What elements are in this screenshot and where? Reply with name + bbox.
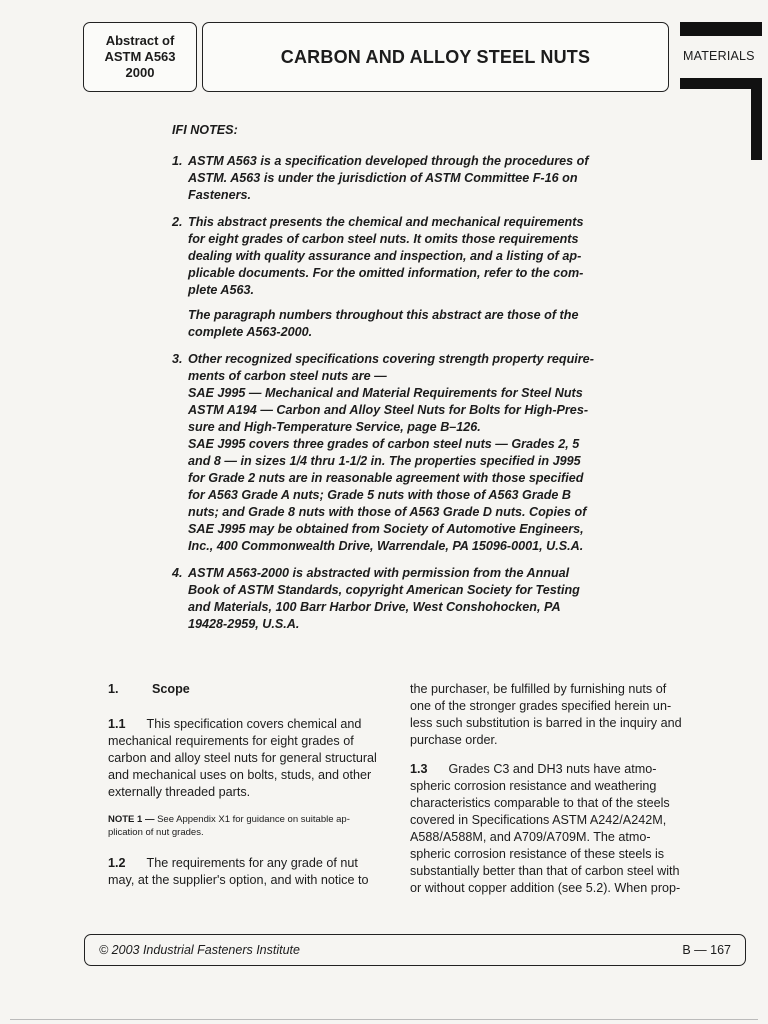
section-number: 1. [108, 682, 119, 696]
note-number: 2. [172, 215, 183, 229]
paragraph-number: 1.3 [410, 762, 428, 776]
tab-bar-middle [680, 78, 762, 89]
section-title: Scope [152, 682, 190, 696]
ifi-notes-heading: IFI NOTES: [172, 123, 238, 137]
note-text: See Appendix X1 for guidance on suitable ap- plication of nut grades. [108, 814, 350, 838]
title-box [202, 22, 669, 92]
section-heading [108, 681, 390, 698]
note-number: 1. [172, 154, 183, 168]
paragraph-text: This specification covers chemical and mechanical requirements for eight grades of carbon and alloy steel nuts for general structural and mechanical uses on bolts, studs, and other externally threaded parts. [108, 717, 377, 799]
body-column-right [410, 681, 710, 909]
note-1 [108, 813, 390, 839]
paragraph-number: 1.2 [108, 856, 126, 870]
abstract-line-1: Abstract of [105, 33, 175, 48]
abstract-line-3: 2000 [125, 65, 155, 80]
paragraph-1-1 [108, 716, 390, 801]
paragraph-1-3 [410, 761, 710, 897]
copyright-text: © 2003 Industrial Fasteners Institute [99, 943, 300, 957]
paragraph-number: 1.1 [108, 717, 126, 731]
section-tab-label: MATERIALS [683, 49, 755, 63]
tab-bar-vertical [751, 78, 762, 160]
note-number: 3. [172, 352, 183, 366]
paragraph-1-2 [108, 855, 390, 889]
note-paragraph: This abstract presents the chemical and mechanical requirements for eight grades of carbon steel nuts. It omits those requirements dealing with quality assurance and inspection, and a listing of ap- plicable documents. For the omitted information, refer to the com- plete A563. [188, 215, 584, 297]
ifi-note-3 [172, 351, 638, 555]
ifi-note-4 [172, 565, 638, 633]
note-number: 4. [172, 566, 183, 580]
note-paragraph: The paragraph numbers throughout this abstract are those of the complete A563-2000. [188, 308, 579, 339]
note-label: NOTE 1 — [108, 814, 155, 825]
abstract-box [83, 22, 197, 92]
page-footer [84, 934, 746, 966]
abstract-line-2: ASTM A563 [104, 49, 176, 64]
page-number: B — 167 [682, 943, 731, 957]
body-column-left [108, 681, 390, 901]
tab-bar-top [680, 22, 762, 36]
paragraph-1-2-continued: the purchaser, be fulfilled by furnishing nuts of one of the stronger grades specified herein un- less such substitution is barred in the inquiry and purchase order. [410, 682, 682, 747]
ifi-note-1 [172, 153, 638, 204]
ifi-note-2 [172, 214, 638, 341]
note-paragraph: ASTM A563 is a specification developed through the procedures of ASTM. A563 is under the jurisdiction of ASTM Committee F-16 on Fasteners. [188, 154, 589, 202]
page-title: CARBON AND ALLOY STEEL NUTS [280, 46, 591, 67]
paragraph-text: The requirements for any grade of nut may, at the supplier's option, and with notice to [108, 856, 369, 887]
note-paragraph: ASTM A563-2000 is abstracted with permission from the Annual Book of ASTM Standards, copyright American Society for Testing and Materials, 100 Barr Harbor Drive, West Conshohocken, PA 19428-2959, U.S.A. [188, 566, 580, 631]
note-paragraph: Other recognized specifications covering strength property require- ments of carbon steel nuts are — SAE J995 — Mechanical and Material Requirements for Steel Nuts ASTM A194 — Carbon and Alloy Steel Nuts for Bolts for High-Pres- sure and High-Temperature Service, page B–126. SAE J995 covers three grades of carbon steel nuts — Grades 2, 5 and 8 — in sizes 1/4 thru 1-1/2 in. The properties specified in J995 for Grade 2 nuts are in reasonable agreement with those specified for A563 Grade A nuts; Grade 5 nuts with those of A563 Grade B nuts; and Grade 8 nuts with those of A563 Grade D nuts. Copies of SAE J995 may be obtained from Society of Automotive Engineers, Inc., 400 Commonwealth Drive, Warrendale, PA 15096-0001, U.S.A. [188, 352, 594, 553]
paragraph-text: Grades C3 and DH3 nuts have atmo- spheric corrosion resistance and weathering characteristics comparable to that of the steels covered in Specifications ASTM A242/A242M, A588/A588M, and A709/A709M. The atmo- spheric corrosion resistance of these steels is substantially better than that of carbon steel with or without copper addition (see 5.2). When prop- [410, 762, 681, 895]
ifi-notes [172, 122, 638, 643]
bottom-rule [10, 1019, 758, 1020]
